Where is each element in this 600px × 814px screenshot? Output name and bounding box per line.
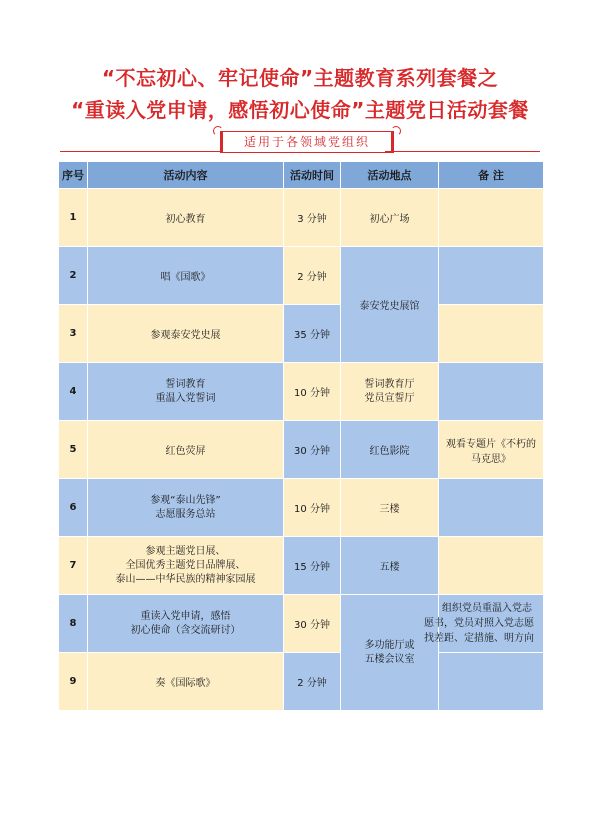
row-content-line: 全国优秀主题党日品牌展、 — [125, 559, 246, 571]
row-note — [439, 305, 544, 363]
row-index: 3 — [59, 305, 88, 363]
table-row — [59, 305, 544, 363]
row-note — [439, 479, 544, 537]
row-note-line: 愿书，党员对照入党志愿 — [424, 618, 534, 629]
title-line-2: “重读入党申请，感悟初心使命”主题党日活动套餐 — [71, 98, 529, 122]
row-note-line: 观看专题片《不朽的马克思》 — [446, 438, 536, 465]
row-location-line: 多功能厅或 — [364, 639, 415, 651]
row-index: 7 — [59, 537, 88, 595]
row-note — [439, 363, 544, 421]
table-row — [59, 421, 544, 479]
row-time: 3 分钟 — [284, 189, 341, 247]
row-content-line: 初心使命（含交流研讨） — [130, 624, 241, 636]
row-content-line: 参观“泰山先锋” — [150, 494, 221, 506]
row-time: 30 分钟 — [284, 421, 341, 479]
table-row — [59, 653, 544, 711]
row-location — [341, 537, 439, 595]
header-location: 活动地点 — [341, 162, 439, 189]
row-content-line: 红色荧屏 — [165, 446, 206, 457]
row-time: 30 分钟 — [284, 595, 341, 653]
subtitle-rule-left — [60, 151, 220, 152]
row-content — [88, 595, 284, 653]
row-index: 4 — [59, 363, 88, 421]
table-row — [59, 479, 544, 537]
header-note: 备 注 — [439, 162, 544, 189]
row-content-line: 唱《国歌》 — [160, 272, 211, 283]
title-line-1: “不忘初心、牢记使命”主题教育系列套餐之 — [101, 66, 499, 90]
row-note — [439, 421, 544, 479]
row-location-line: 初心广场 — [369, 214, 410, 225]
table-header-row — [59, 162, 544, 189]
row-content-line: 奏《国际歌》 — [155, 678, 216, 689]
row-location-line: 红色影院 — [369, 446, 410, 457]
header-time: 活动时间 — [284, 162, 341, 189]
row-content-line: 重温入党誓词 — [155, 392, 216, 404]
row-location — [341, 363, 439, 421]
row-note — [439, 653, 544, 711]
row-time: 15 分钟 — [284, 537, 341, 595]
row-index: 8 — [59, 595, 88, 653]
row-content-line: 参观泰安党史展 — [150, 330, 221, 341]
row-time: 10 分钟 — [284, 363, 341, 421]
table-row — [59, 247, 544, 305]
row-note — [439, 247, 544, 305]
row-content-line: 誓词教育 — [165, 378, 206, 390]
row-content-line: 参观主题党日展、 — [145, 545, 226, 557]
row-location — [341, 421, 439, 479]
row-location — [341, 247, 439, 363]
row-index: 9 — [59, 653, 88, 711]
row-time: 10 分钟 — [284, 479, 341, 537]
row-content-line: 志愿服务总站 — [155, 508, 216, 520]
scroll-curl-right-icon — [391, 126, 401, 136]
row-content — [88, 421, 284, 479]
subtitle-rule-right — [385, 151, 540, 152]
row-content — [88, 189, 284, 247]
row-location-line: 五楼 — [379, 562, 400, 573]
row-location-line: 誓词教育厅 — [364, 378, 415, 390]
row-location — [341, 595, 439, 711]
row-location — [341, 189, 439, 247]
scroll-curl-left-icon — [213, 126, 223, 136]
table-row — [59, 363, 544, 421]
row-location — [341, 479, 439, 537]
header-content: 活动内容 — [88, 162, 284, 189]
row-content — [88, 653, 284, 711]
row-content — [88, 363, 284, 421]
row-location-line: 泰安党史展馆 — [359, 301, 420, 312]
table-row — [59, 189, 544, 247]
row-note — [439, 537, 544, 595]
row-note-line: 组织党员重温入党志 — [442, 603, 532, 614]
row-index: 2 — [59, 247, 88, 305]
row-location-line: 三楼 — [379, 504, 400, 515]
row-note — [424, 595, 544, 653]
subtitle-text: 适用于各领域党组织 — [243, 135, 370, 149]
table-row — [59, 537, 544, 595]
row-time: 2 分钟 — [284, 247, 341, 305]
row-index: 5 — [59, 421, 88, 479]
row-content-line: 重读入党申请，感悟 — [140, 610, 231, 622]
row-location-line: 党员宣誓厅 — [364, 392, 415, 404]
row-index: 6 — [59, 479, 88, 537]
row-content — [88, 537, 284, 595]
row-content — [88, 305, 284, 363]
header-index: 序号 — [59, 162, 88, 189]
row-content — [88, 247, 284, 305]
table-row — [59, 595, 544, 653]
row-content-line: 初心教育 — [165, 214, 206, 225]
row-note — [439, 189, 544, 247]
subtitle-banner — [220, 131, 394, 153]
row-index: 1 — [59, 189, 88, 247]
row-time: 35 分钟 — [284, 305, 341, 363]
row-content — [88, 479, 284, 537]
row-location-line: 五楼会议室 — [364, 653, 415, 665]
row-content-line: 泰山——中华民族的精神家园展 — [115, 573, 256, 585]
row-note-line: 找差距、定措施、明方向 — [424, 633, 534, 644]
activity-schedule-table — [58, 161, 544, 711]
row-time: 2 分钟 — [284, 653, 341, 711]
